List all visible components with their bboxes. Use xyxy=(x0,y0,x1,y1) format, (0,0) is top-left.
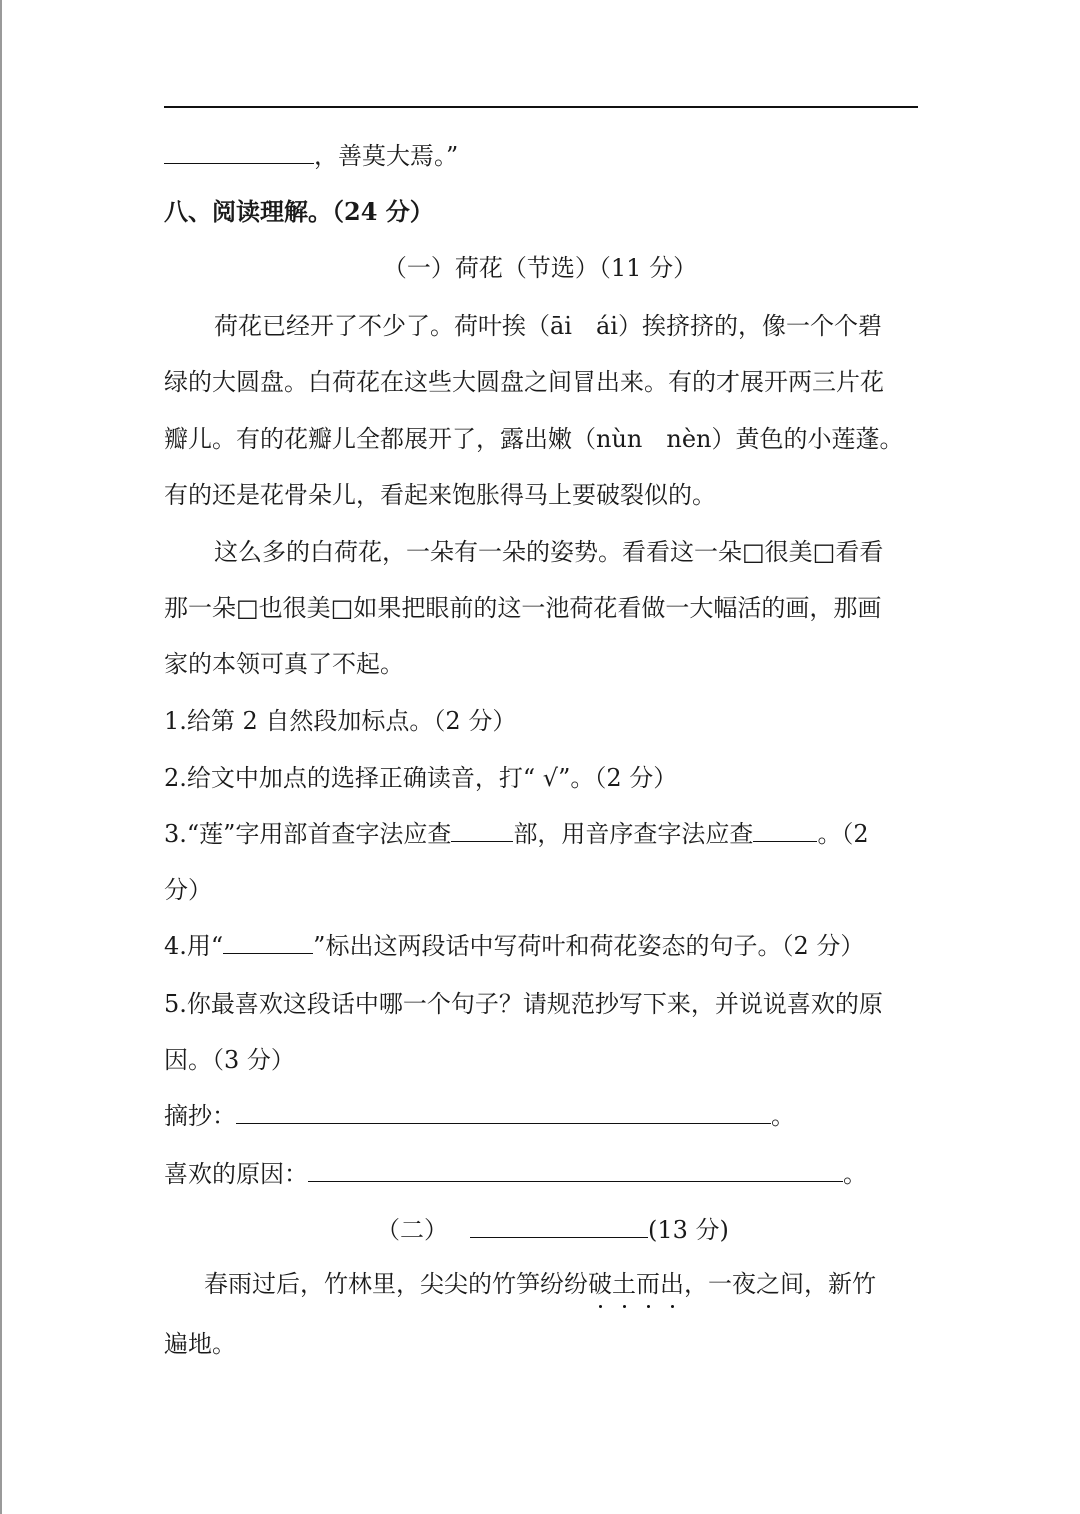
question-1: 1.给第 2 自然段加标点。（2 分） xyxy=(164,707,517,735)
question-4-text-b: ”标出这两段话中写荷叶和荷花姿态的句子。（2 分） xyxy=(313,932,865,960)
question-3-text-b: 部，用音序查字法应查 xyxy=(513,820,754,848)
question-3-text-a: 3.“莲”字用部首查字法应查 xyxy=(164,820,452,848)
passage2-title-number: （二） xyxy=(376,1216,448,1244)
reason-label: 喜欢的原因： xyxy=(164,1160,308,1188)
question-4-text-a: 4.用“ xyxy=(164,932,224,960)
question-3 xyxy=(164,818,869,850)
passage1-p2-line2: 那一朵□也很美□如果把眼前的这一池荷花看做一大幅活的画，那画 xyxy=(164,594,882,622)
passage2-title-score: (13 分) xyxy=(648,1216,729,1244)
passage2-line2: 遍地。 xyxy=(164,1330,236,1358)
passage1-p1-line1: 荷花已经开了不少了。荷叶挨（āi ái）挨挤挤的，像一个个碧 xyxy=(214,312,882,340)
copy-end: 。 xyxy=(771,1102,795,1130)
question-3-cont: 分） xyxy=(164,876,212,904)
dotted-char: 破 xyxy=(588,1270,612,1298)
dotted-char: 而 xyxy=(636,1270,660,1298)
passage2-line1-text-a: 春雨过后，竹林里，尖尖的竹笋纷纷 xyxy=(204,1270,588,1298)
reason-line xyxy=(164,1158,867,1190)
passage2-title-blank[interactable] xyxy=(470,1215,648,1238)
reason-answer-field[interactable] xyxy=(308,1159,843,1182)
passage2-line1 xyxy=(204,1268,876,1300)
copy-line xyxy=(164,1100,795,1132)
passage1-p1-line3: 瓣儿。有的花瓣儿全都展开了，露出嫩（nùn nèn）黄色的小莲蓬。 xyxy=(164,425,904,453)
passage1-p2-line1: 这么多的白荷花，一朵有一朵的姿势。看看这一朵□很美□看看 xyxy=(214,538,884,566)
passage1-p2-line3: 家的本领可真了不起。 xyxy=(164,650,404,678)
pinyin-letter-blank[interactable] xyxy=(753,819,817,842)
fill-blank[interactable] xyxy=(164,141,314,164)
passage1-p1-line4: 有的还是花骨朵儿，看起来饱胀得马上要破裂似的。 xyxy=(164,481,716,509)
question-3-text-c: 。（2 xyxy=(817,820,869,848)
question-5-cont: 因。（3 分） xyxy=(164,1046,295,1074)
section-heading: 八、阅读理解。（24 分） xyxy=(164,197,434,226)
answer-line-full xyxy=(164,106,918,108)
copy-label: 摘抄： xyxy=(164,1102,236,1130)
prev-question-line xyxy=(164,140,458,172)
dotted-char: 土 xyxy=(612,1270,636,1298)
dotted-char: 出 xyxy=(660,1270,684,1298)
question-5: 5.你最喜欢这段话中哪一个句子？请规范抄写下来，并说说喜欢的原 xyxy=(164,990,883,1018)
passage2-line1-text-b: ，一夜之间，新竹 xyxy=(684,1270,876,1298)
passage1-title: （一）荷花（节选）（11 分） xyxy=(382,254,698,282)
prev-question-text: ，善莫大焉。” xyxy=(314,142,459,170)
underline-sample xyxy=(223,931,313,954)
passage1-p1-line2: 绿的大圆盘。白荷花在这些大圆盘之间冒出来。有的才展开两三片花 xyxy=(164,368,884,396)
radical-blank[interactable] xyxy=(451,819,513,842)
question-4 xyxy=(164,930,864,962)
reason-end: 。 xyxy=(843,1160,867,1188)
passage2-title xyxy=(376,1214,729,1246)
question-2: 2.给文中加点的选择正确读音，打“ √”。（2 分） xyxy=(164,764,678,792)
copy-answer-field[interactable] xyxy=(236,1101,771,1124)
